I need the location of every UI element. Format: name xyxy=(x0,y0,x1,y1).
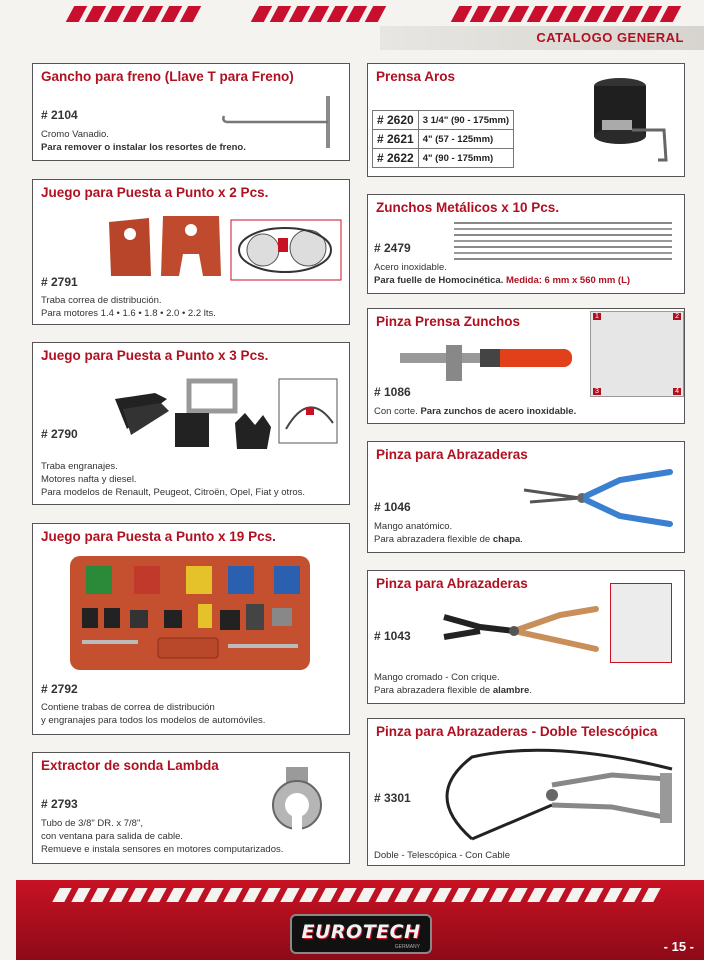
gear-lock-pieces-image xyxy=(111,369,341,455)
product-code: # 1046 xyxy=(374,500,411,514)
product-code: # 2790 xyxy=(41,427,78,441)
step-label: 4 xyxy=(675,388,679,395)
product-desc-line: Traba correa de distribución. xyxy=(41,295,162,306)
product-code: # 1086 xyxy=(374,385,411,399)
tool-case-image xyxy=(68,554,313,674)
product-desc-line: Para fuelle de Homocinética. Medida: 6 mm x 560 mm (L) xyxy=(374,275,631,286)
table-row xyxy=(373,111,514,130)
product-desc-line: Tubo de 3/8" DR. x 7/8", xyxy=(41,818,143,829)
product-card-2791 xyxy=(32,179,350,325)
ring-compressor-image xyxy=(580,70,678,166)
product-desc-line: Con corte. Para zunchos de acero inoxidable. xyxy=(374,406,577,417)
product-title: Pinza Prensa Zunchos xyxy=(376,314,521,329)
header-stripes-right xyxy=(455,6,677,22)
product-title: Zunchos Metálicos x 10 Pcs. xyxy=(376,200,560,215)
table-row xyxy=(373,149,514,168)
product-card-prensa-aros xyxy=(367,63,685,177)
product-desc-line: Remueve e instala sensores en motores computarizados. xyxy=(41,844,284,855)
footer-stripes xyxy=(56,888,657,902)
header-stripes-center xyxy=(255,6,382,22)
product-card-1046 xyxy=(367,441,685,553)
page-number: - 15 - xyxy=(663,939,694,954)
product-title: Prensa Aros xyxy=(376,69,456,84)
size-code: # 2621 xyxy=(373,130,419,149)
step-label: 1 xyxy=(595,313,599,320)
product-desc-line: Mango cromado - Con crique. xyxy=(374,672,500,683)
timing-lock-pieces-image xyxy=(103,210,343,282)
size-value: 4" (90 - 175mm) xyxy=(418,149,513,168)
product-title: Pinza para Abrazaderas xyxy=(376,576,528,591)
product-card-2792 xyxy=(32,523,350,735)
product-desc-line: Motores nafta y diesel. xyxy=(41,474,137,485)
product-title: Gancho para freno (Llave T para Freno) xyxy=(41,69,294,84)
metal-straps-image xyxy=(452,219,674,263)
t-brake-hook-image xyxy=(218,92,343,152)
product-title: Extractor de sonda Lambda xyxy=(41,758,219,773)
product-code: # 2791 xyxy=(41,275,78,289)
product-code: # 2479 xyxy=(374,241,411,255)
product-card-2479 xyxy=(367,194,685,294)
product-desc-line: con ventana para salida de cable. xyxy=(41,831,184,842)
product-code: # 2793 xyxy=(41,797,78,811)
product-title: Pinza para Abrazaderas - Doble Telescópica xyxy=(376,724,658,739)
product-desc-line: Contiene trabas de correa de distribución xyxy=(41,702,215,713)
brand-name: EUROTECH xyxy=(301,921,421,943)
wire-clamp-pliers-image xyxy=(440,597,600,657)
product-card-2793 xyxy=(32,752,350,864)
size-code: # 2620 xyxy=(373,111,419,130)
strap-pliers-image xyxy=(396,339,576,389)
product-card-2790 xyxy=(32,342,350,505)
wire-clamp-usage-image xyxy=(610,583,672,663)
brand-sub: GERMANY xyxy=(394,944,420,950)
step-label: 2 xyxy=(675,313,679,320)
product-code: # 2792 xyxy=(41,682,78,696)
product-card-1043 xyxy=(367,570,685,704)
product-desc-line: Para motores 1.4 • 1.6 • 1.8 • 2.0 • 2.2 lts. xyxy=(41,308,216,319)
product-card-1086 xyxy=(367,308,685,424)
footer xyxy=(16,880,704,960)
product-desc-line: Cromo Vanadio. xyxy=(41,129,109,140)
product-title: Juego para Puesta a Punto x 2 Pcs. xyxy=(41,185,269,200)
page-title: CATALOGO GENERAL xyxy=(536,30,684,45)
product-card-3301 xyxy=(367,718,685,866)
product-code: # 2104 xyxy=(41,108,78,122)
size-value: 3 1/4" (90 - 175mm) xyxy=(418,111,513,130)
product-desc-bold: Para remover o instalar los resortes de freno. xyxy=(41,142,246,153)
hose-clamp-pliers-image xyxy=(520,466,676,532)
product-title: Juego para Puesta a Punto x 3 Pcs. xyxy=(41,348,269,363)
product-card-2104 xyxy=(32,63,350,161)
sizes-table xyxy=(372,110,514,168)
telescopic-clamp-pliers-image xyxy=(432,745,680,845)
product-desc-line: Para abrazadera flexible de alambre. xyxy=(374,685,532,696)
lambda-socket-image xyxy=(268,763,328,835)
product-desc-line: y engranajes para todos los modelos de automóviles. xyxy=(41,715,266,726)
product-desc-line: Mango anatómico. xyxy=(374,521,453,532)
step-label: 3 xyxy=(595,388,599,395)
product-desc-line: Para modelos de Renault, Peugeot, Citroën, Opel, Fiat y otros. xyxy=(41,487,306,498)
product-code: # 1043 xyxy=(374,629,411,643)
usage-steps-image xyxy=(590,311,684,397)
product-title: Pinza para Abrazaderas xyxy=(376,447,528,462)
product-title: Juego para Puesta a Punto x 19 Pcs. xyxy=(41,529,276,544)
product-desc-line: Traba engranajes. xyxy=(41,461,118,472)
product-desc-line: Acero inoxidable. xyxy=(374,262,447,273)
eurotech-logo xyxy=(290,914,432,954)
table-row xyxy=(373,130,514,149)
product-desc-line: Para abrazadera flexible de chapa. xyxy=(374,534,523,545)
size-value: 4" (57 - 125mm) xyxy=(418,130,513,149)
product-desc-line: Doble - Telescópica - Con Cable xyxy=(374,850,511,861)
product-code: # 3301 xyxy=(374,791,411,805)
size-code: # 2622 xyxy=(373,149,419,168)
header-stripes-left xyxy=(70,6,197,22)
